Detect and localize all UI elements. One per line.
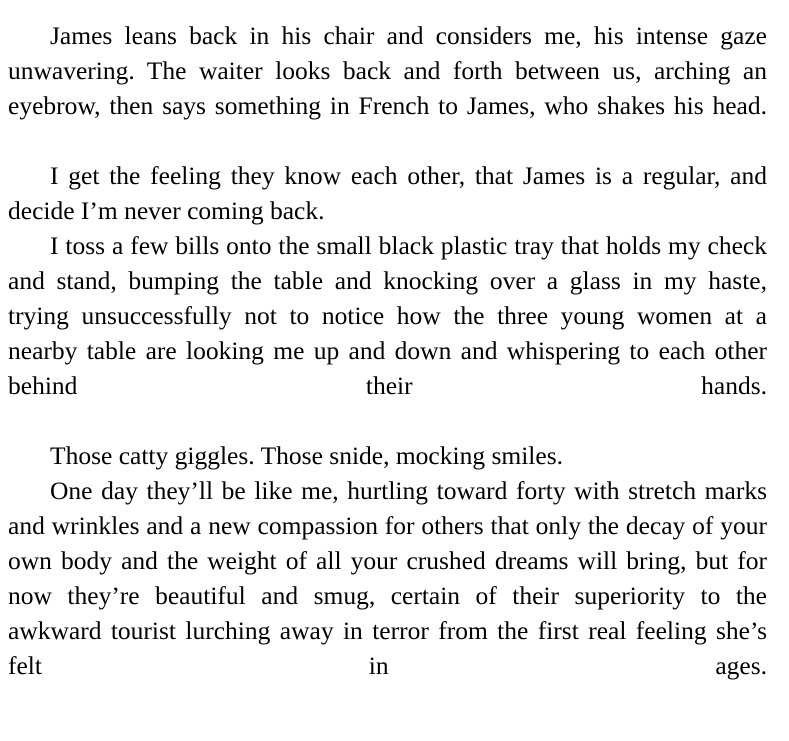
paragraph-2: I get the feeling they know each other, that James is a regular, and decide I’m never coming back. — [8, 161, 767, 225]
paragraph-1: James leans back in his chair and considers me, his intense gaze unwavering. The waiter looks back and forth between us, arching an eyebrow, then says something in French to James, who shakes his head. — [8, 21, 767, 120]
paragraph-5: One day they’ll be like me, hurtling toward forty with stretch marks and wrinkles and a new compassion for others that only the decay of your own body and the weight of all your crushed dreams will bring, but for now they’re beautiful and smug, certain of their superiority to the awkward tourist lurching away in terror from the first real feeling she’s felt in ages. — [8, 476, 767, 680]
paragraph-4: Those catty giggles. Those snide, mocking smiles. — [50, 441, 564, 470]
paragraph-3: I toss a few bills onto the small black plastic tray that holds my check and stand, bumping the table and knocking over a glass in my haste, trying unsuccessfully not to notice how the three young women at a nearby table are looking me up and down and whispering to each other behind their hands. — [8, 231, 767, 400]
